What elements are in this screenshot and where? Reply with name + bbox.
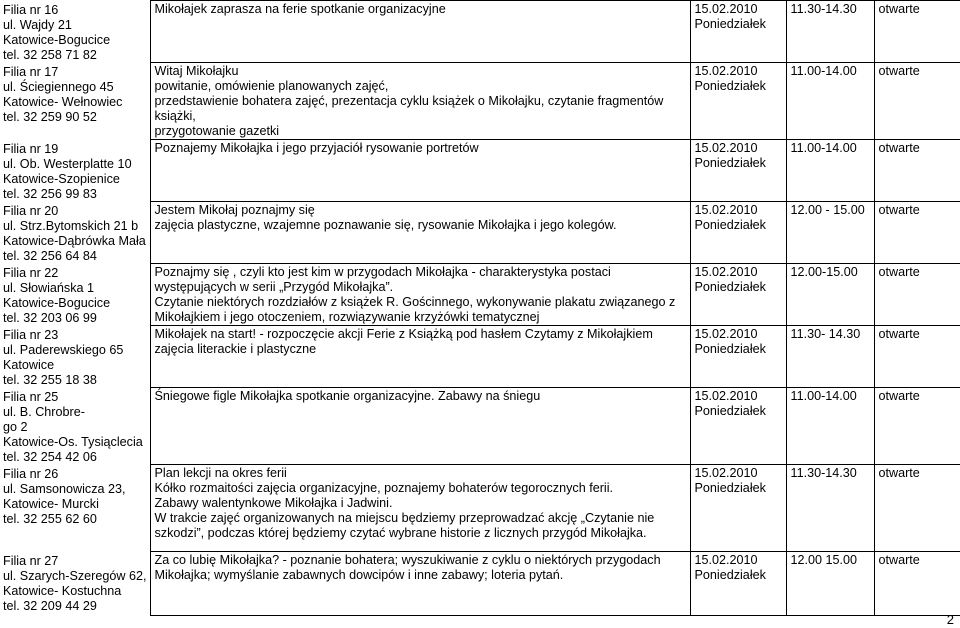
table-row	[0, 1, 960, 63]
branch-name: Filia nr 20	[3, 203, 59, 218]
branch-phone: tel. 32 256 64 84	[3, 248, 97, 263]
table-row	[0, 63, 960, 140]
event-time: 11.30- 14.30	[786, 326, 874, 388]
event-status: otwarte	[874, 1, 960, 63]
table-row	[0, 326, 960, 388]
event-date: 15.02.2010	[694, 553, 758, 567]
branch-cell	[0, 326, 150, 388]
branch-cell	[0, 140, 150, 202]
branch-name: Filia nr 26	[3, 466, 59, 481]
event-day: Poniedziałek	[694, 568, 766, 582]
page-number: 2	[946, 612, 954, 627]
branch-address-cont: go 2	[3, 419, 28, 434]
event-desc-line: Za co lubię Mikołajka? - poznanie bohatera; wyszukiwanie z cyklu o niektórych przygodach Mikołajka; wymyślanie zabawnych dowcipów i inne zabawy; loteria pytań.	[154, 553, 661, 582]
branch-phone: tel. 32 254 42 06	[3, 449, 97, 464]
event-desc-line: przygotowanie gazetki	[154, 124, 280, 138]
event-time: 11.00-14.00	[786, 388, 874, 465]
table-row	[0, 264, 960, 326]
event-date: 15.02.2010	[694, 64, 758, 78]
branch-district: Katowice- Wełnowiec	[3, 94, 123, 109]
event-desc-line: Mikołajek na start! - rozpoczęcie akcji Ferie z Książką pod hasłem Czytamy z Mikołajkiem zajęcia literackie i plastyczne	[154, 327, 653, 356]
branch-cell	[0, 552, 150, 616]
event-description	[150, 552, 690, 616]
event-status: otwarte	[874, 326, 960, 388]
branch-district: Katowice-Bogucice	[3, 295, 111, 310]
event-date: 15.02.2010	[694, 141, 758, 155]
branch-district: Katowice-Os. Tysiąclecia	[3, 434, 143, 449]
branch-cell	[0, 1, 150, 63]
branch-name: Filia nr 17	[3, 64, 59, 79]
branch-district: Katowice	[3, 357, 55, 372]
event-description	[150, 1, 690, 63]
branch-cell	[0, 63, 150, 140]
event-desc-line: W trakcie zajęć organizowanych na miejscu będziemy przeprowadzać akcję „Czytanie nie szkodzi”, podczas której będziemy czytać wybrane historie z licznych przygód Mikołajka.	[154, 511, 655, 540]
event-desc-line: Zabawy walentynkowe Mikołajka i Jadwini.	[154, 496, 393, 510]
event-date-cell	[690, 465, 786, 552]
table-row	[0, 465, 960, 552]
event-description	[150, 264, 690, 326]
branch-phone: tel. 32 255 18 38	[3, 372, 97, 387]
branch-cell	[0, 388, 150, 465]
table-row	[0, 552, 960, 616]
branch-name: Filia nr 16	[3, 2, 59, 17]
branch-address: ul. Strz.Bytomskich 21 b	[3, 218, 139, 233]
event-date: 15.02.2010	[694, 389, 758, 403]
event-date-cell	[690, 552, 786, 616]
branch-address: ul. Słowiańska 1	[3, 280, 95, 295]
event-day: Poniedziałek	[694, 218, 766, 232]
event-desc-line: Plan lekcji na okres ferii	[154, 466, 287, 480]
branch-phone: tel. 32 209 44 29	[3, 598, 97, 613]
event-date-cell	[690, 140, 786, 202]
event-desc-line: Śniegowe figle Mikołajka spotkanie organizacyjne. Zabawy na śniegu	[154, 389, 541, 403]
event-status: otwarte	[874, 63, 960, 140]
branch-phone: tel. 32 256 99 83	[3, 186, 97, 201]
event-day: Poniedziałek	[694, 17, 766, 31]
branch-district: Katowice-Dąbrówka Mała	[3, 233, 146, 248]
event-day: Poniedziałek	[694, 156, 766, 170]
branch-address: ul. Paderewskiego 65	[3, 342, 124, 357]
event-status: otwarte	[874, 202, 960, 264]
branch-name: Filia nr 27	[3, 553, 59, 568]
event-date: 15.02.2010	[694, 466, 758, 480]
event-time: 12.00-15.00	[786, 264, 874, 326]
event-day: Poniedziałek	[694, 79, 766, 93]
event-time: 12.00 - 15.00	[786, 202, 874, 264]
event-date-cell	[690, 202, 786, 264]
branch-phone: tel. 32 258 71 82	[3, 47, 97, 62]
event-time: 12.00 15.00	[786, 552, 874, 616]
branch-name: Filia nr 23	[3, 327, 59, 342]
event-date: 15.02.2010	[694, 203, 758, 217]
event-time: 11.00-14.00	[786, 63, 874, 140]
event-desc-line: przedstawienie bohatera zajęć, prezentacja cyklu książek o Mikołajku, czytanie fragmentów książki,	[154, 94, 664, 123]
branch-district: Katowice-Szopienice	[3, 171, 120, 186]
event-desc-line: Mikołajek zaprasza na ferie spotkanie organizacyjne	[154, 2, 446, 16]
table-row	[0, 388, 960, 465]
branch-district: Katowice-Bogucice	[3, 32, 111, 47]
event-time: 11.30-14.30	[786, 465, 874, 552]
event-desc-line: Czytanie niektórych rozdziałów z książek R. Gościnnego, wykonywanie plakatu związanego z Mikołajkiem i jego otoczeniem, rozwiązywanie krzyżówki tematycznej	[154, 295, 676, 324]
branch-address: ul. Szarych-Szeregów 62,	[3, 568, 147, 583]
event-desc-line: Kółko rozmaitości zajęcia organizacyjne, poznajemy bohaterów tegorocznych ferii.	[154, 481, 613, 495]
branch-address: ul. B. Chrobre-	[3, 404, 85, 419]
event-status: otwarte	[874, 465, 960, 552]
event-description	[150, 465, 690, 552]
branch-cell	[0, 465, 150, 552]
event-time: 11.00-14.00	[786, 140, 874, 202]
branch-phone: tel. 32 259 90 52	[3, 109, 97, 124]
event-date: 15.02.2010	[694, 265, 758, 279]
event-desc-line: Jestem Mikołaj poznajmy się	[154, 203, 315, 217]
event-desc-line: powitanie, omówienie planowanych zajęć,	[154, 79, 389, 93]
event-desc-line: zajęcia plastyczne, wzajemne poznawanie się, rysowanie Mikołajka i jego kolegów.	[154, 218, 617, 232]
event-date-cell	[690, 326, 786, 388]
table-row	[0, 140, 960, 202]
event-date: 15.02.2010	[694, 327, 758, 341]
event-time: 11.30-14.30	[786, 1, 874, 63]
branch-name: Filia nr 22	[3, 265, 59, 280]
event-status: otwarte	[874, 552, 960, 616]
event-day: Poniedziałek	[694, 280, 766, 294]
event-description	[150, 63, 690, 140]
event-description	[150, 388, 690, 465]
table-row	[0, 202, 960, 264]
event-description	[150, 326, 690, 388]
branch-phone: tel. 32 255 62 60	[3, 511, 97, 526]
event-status: otwarte	[874, 264, 960, 326]
branch-address: ul. Ściegiennego 45	[3, 79, 114, 94]
event-description	[150, 140, 690, 202]
event-date: 15.02.2010	[694, 2, 758, 16]
branch-district: Katowice- Kostuchna	[3, 583, 122, 598]
branch-phone: tel. 32 203 06 99	[3, 310, 97, 325]
branch-cell	[0, 264, 150, 326]
branch-name: Filia nr 19	[3, 141, 59, 156]
event-date-cell	[690, 63, 786, 140]
event-date-cell	[690, 264, 786, 326]
branch-district: Katowice- Murcki	[3, 496, 99, 511]
branch-address: ul. Ob. Westerplatte 10	[3, 156, 132, 171]
event-date-cell	[690, 388, 786, 465]
event-date-cell	[690, 1, 786, 63]
event-day: Poniedziałek	[694, 404, 766, 418]
event-day: Poniedziałek	[694, 481, 766, 495]
event-description	[150, 202, 690, 264]
event-desc-line: Poznajemy Mikołajka i jego przyjaciół rysowanie portretów	[154, 141, 479, 155]
branch-address: ul. Samsonowicza 23,	[3, 481, 126, 496]
branch-cell	[0, 202, 150, 264]
event-status: otwarte	[874, 388, 960, 465]
branch-address: ul. Wajdy 21	[3, 17, 72, 32]
event-status: otwarte	[874, 140, 960, 202]
event-day: Poniedziałek	[694, 342, 766, 356]
event-desc-line: Witaj Mikołajku	[154, 64, 239, 78]
branch-name: Filia nr 25	[3, 389, 59, 404]
event-desc-line: Poznajmy się , czyli kto jest kim w przygodach Mikołajka - charakterystyka postaci występujących w serii „Przygód Mikołajka”.	[154, 265, 611, 294]
